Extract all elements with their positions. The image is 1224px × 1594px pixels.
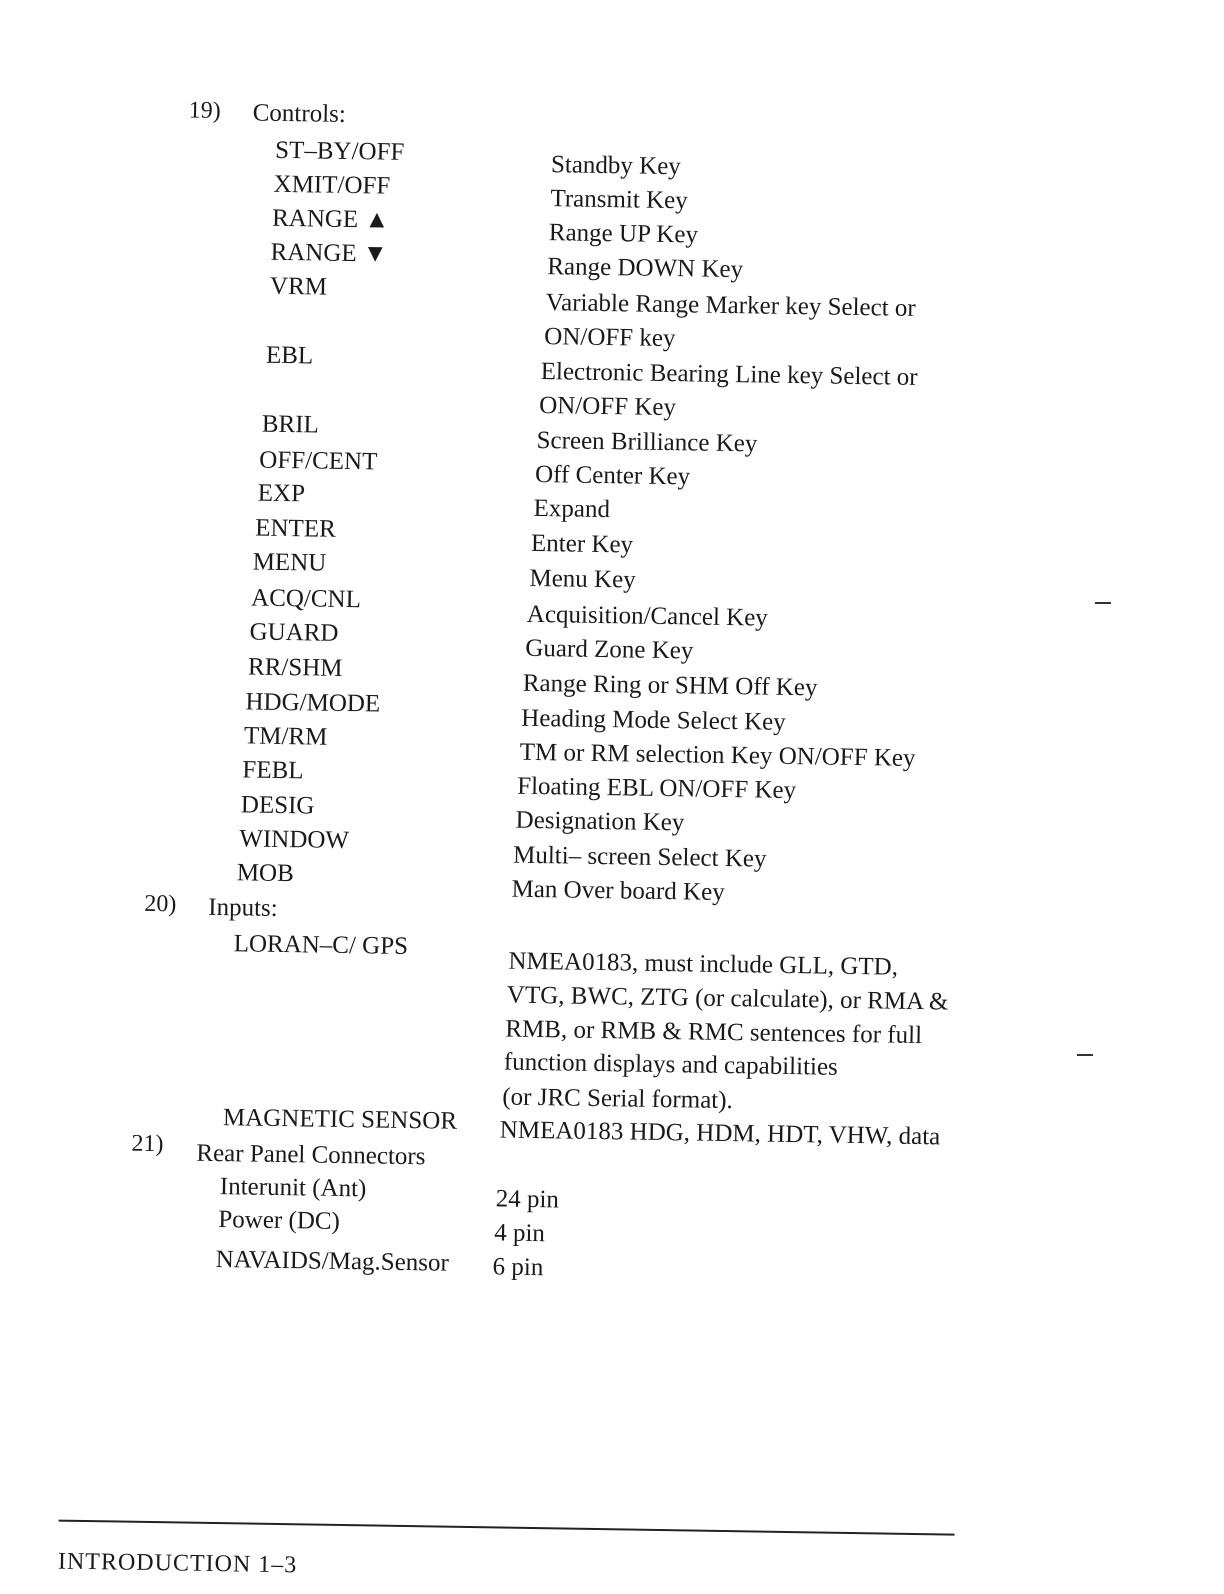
input-desc: NMEA0183 HDG, HDM, HDT, VHW, data bbox=[499, 1116, 941, 1151]
control-desc: ON/OFF Key bbox=[538, 391, 677, 422]
control-key: GUARD bbox=[249, 618, 339, 647]
control-desc: Multi– screen Select Key bbox=[512, 841, 767, 873]
section-number: 19) bbox=[188, 97, 221, 124]
control-key: EXP bbox=[257, 479, 306, 508]
input-key: MAGNETIC SENSOR bbox=[222, 1104, 458, 1135]
control-key: OFF/CENT bbox=[259, 446, 378, 476]
section-number: 20) bbox=[144, 890, 177, 918]
input-desc: function displays and capabilities bbox=[503, 1048, 838, 1081]
section-heading: Inputs: bbox=[208, 893, 278, 922]
section-number: 21) bbox=[131, 1130, 164, 1158]
control-key: RANGE ▼ bbox=[270, 238, 388, 268]
input-key: LORAN–C/ GPS bbox=[233, 930, 409, 961]
control-desc: Expand bbox=[533, 494, 611, 524]
control-desc: Screen Brilliance Key bbox=[536, 426, 758, 458]
control-desc: Heading Mode Select Key bbox=[521, 704, 786, 736]
connector-desc: 24 pin bbox=[495, 1185, 560, 1214]
scan-mark bbox=[1095, 602, 1111, 604]
scan-mark bbox=[1077, 1054, 1093, 1056]
control-key: FEBL bbox=[242, 756, 304, 785]
control-desc: Range DOWN Key bbox=[547, 253, 744, 284]
input-desc: VTG, BWC, ZTG (or calculate), or RMA & bbox=[506, 981, 949, 1016]
connector-key: Interunit (Ant) bbox=[219, 1173, 367, 1203]
control-desc: Range Ring or SHM Off Key bbox=[522, 669, 818, 702]
control-key: MENU bbox=[252, 548, 327, 577]
control-desc: Standby Key bbox=[550, 151, 682, 181]
page-footer: INTRODUCTION 1–3 bbox=[57, 1548, 298, 1579]
control-desc: Designation Key bbox=[515, 806, 685, 837]
control-key: DESIG bbox=[240, 791, 315, 820]
control-desc: ON/OFF key bbox=[544, 323, 676, 353]
control-desc: Variable Range Marker key Select or bbox=[545, 289, 916, 322]
control-desc: Electronic Bearing Line key Select or bbox=[540, 358, 918, 391]
footer-rule bbox=[59, 1520, 955, 1536]
control-key: WINDOW bbox=[239, 825, 350, 855]
control-desc: TM or RM selection Key ON/OFF Key bbox=[519, 738, 916, 772]
control-key: ST–BY/OFF bbox=[274, 136, 405, 166]
control-key: ENTER bbox=[255, 514, 336, 543]
connector-key: Power (DC) bbox=[218, 1206, 341, 1235]
control-key: ACQ/CNL bbox=[250, 584, 362, 614]
control-key: RR/SHM bbox=[247, 653, 343, 682]
input-desc: NMEA0183, must include GLL, GTD, bbox=[508, 947, 899, 981]
section-heading: Controls: bbox=[252, 99, 347, 128]
control-desc: Transmit Key bbox=[550, 185, 688, 215]
control-key: HDG/MODE bbox=[245, 688, 381, 718]
control-desc: Range UP Key bbox=[548, 219, 699, 249]
connector-key: NAVAIDS/Mag.Sensor bbox=[215, 1246, 450, 1277]
control-key: XMIT/OFF bbox=[273, 170, 391, 200]
control-desc: Man Over board Key bbox=[511, 875, 725, 906]
control-key: VRM bbox=[269, 272, 328, 301]
control-desc: Menu Key bbox=[529, 564, 636, 594]
control-key: TM/RM bbox=[243, 722, 328, 751]
control-key: BRIL bbox=[261, 410, 320, 439]
control-desc: Floating EBL ON/OFF Key bbox=[516, 772, 797, 805]
section-heading: Rear Panel Connectors bbox=[196, 1139, 426, 1171]
control-key: MOB bbox=[236, 859, 294, 888]
control-key: RANGE ▲ bbox=[271, 204, 390, 234]
control-desc: Acquisition/Cancel Key bbox=[526, 600, 769, 632]
input-desc: (or JRC Serial format). bbox=[502, 1083, 734, 1115]
control-desc: Off Center Key bbox=[534, 460, 691, 491]
control-desc: Guard Zone Key bbox=[525, 634, 694, 665]
input-desc: RMB, or RMB & RMC sentences for full bbox=[505, 1015, 923, 1050]
control-key: EBL bbox=[265, 341, 314, 370]
connector-desc: 6 pin bbox=[492, 1253, 544, 1282]
control-desc: Enter Key bbox=[530, 529, 634, 559]
connector-desc: 4 pin bbox=[493, 1219, 546, 1248]
